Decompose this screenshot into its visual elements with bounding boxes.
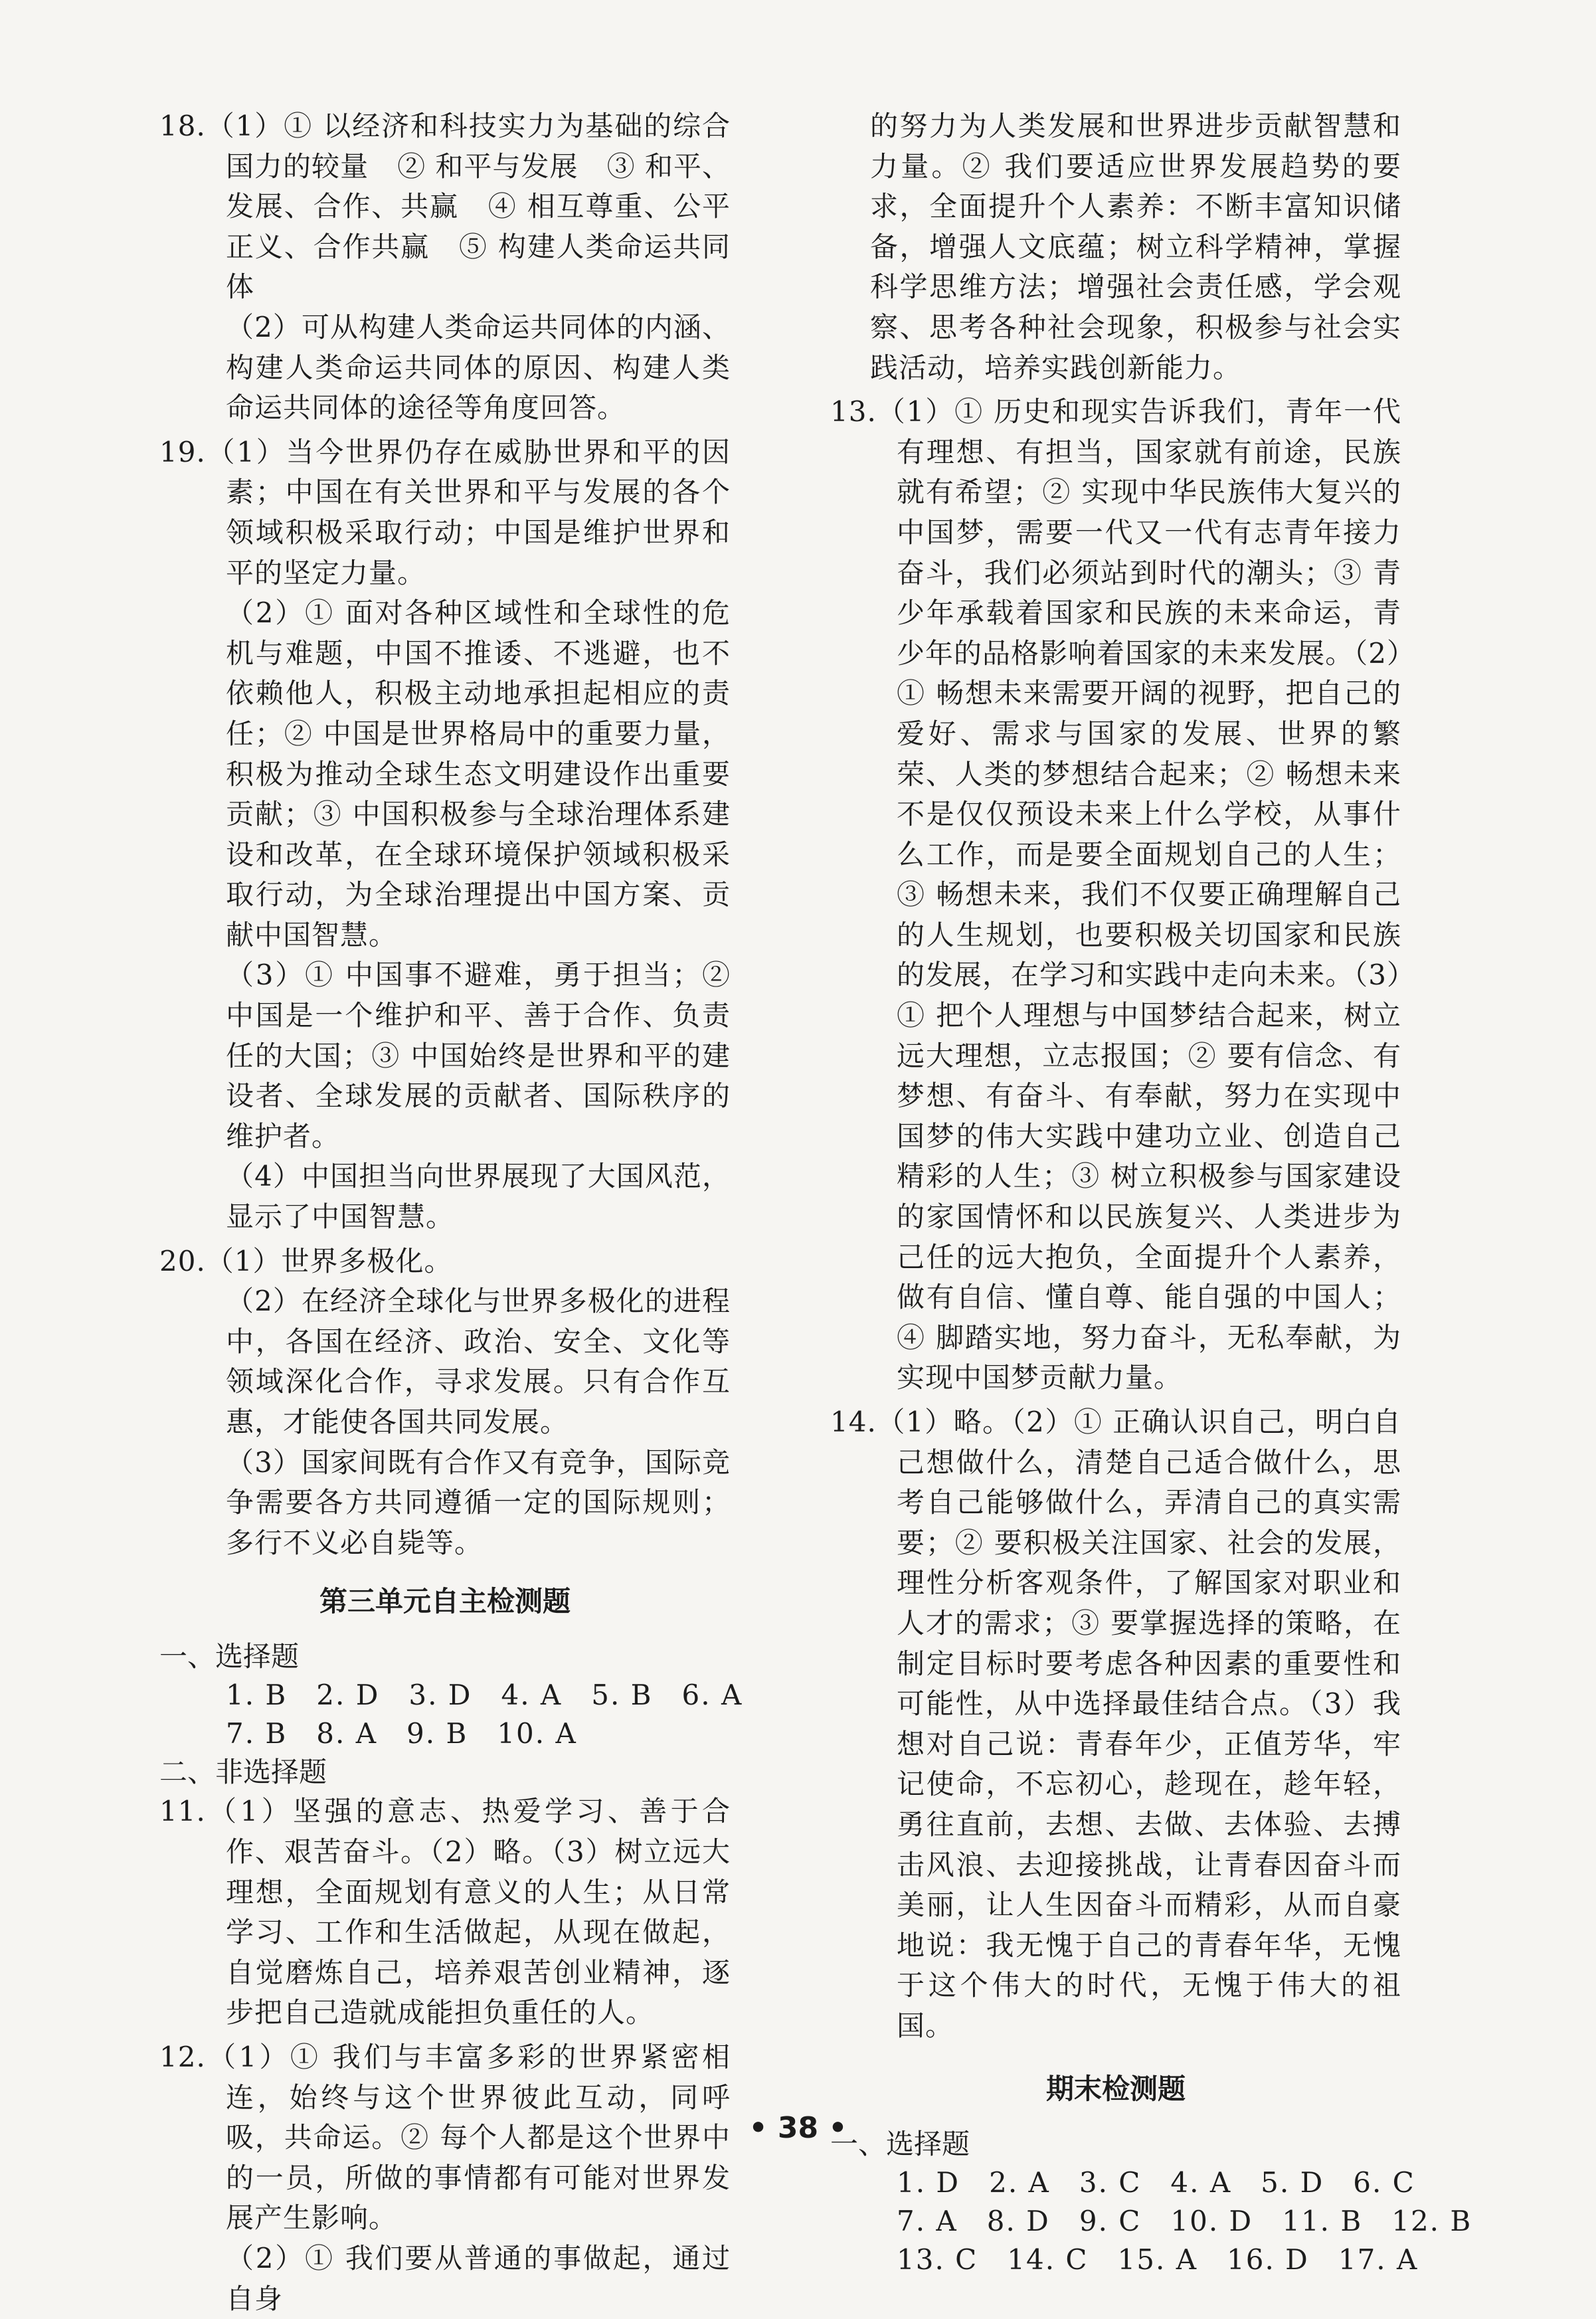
answer-q20-part2: （2）在经济全球化与世界多极化的进程中，各国在经济、政治、安全、文化等领域深化合作，寻求发展。只有合作互惠，才能使各国共同发展。 xyxy=(226,1285,731,1438)
unit3-nonchoice-label: 二、非选择题 xyxy=(159,1756,327,1789)
answer-q14: 14.（1）略。（2）① 正确认识自己，明白自己想做什么，清楚自己适合做什么，思考自己能够做什么，弄清自己的真实需要；② 要积极关注国家、社会的发展，理性分析客观条件，了解国家对职业和人才的需求；③ 要掌握选择的策略，在制定目标时要考虑各种因素的重要性和可能性，从中选择最佳结合点。（3）我想对自己说：青春年少，正值芳华，牢记使命，不忘初心，趁现在，趁年轻，勇往直前，去想、去做、去体验、去搏击风浪、去迎接挑战，让青春因奋斗而美丽，让人生因奋斗而精彩，从而自豪地说：我无愧于自己的青春年华，无愧于这个伟大的时代，无愧于伟大的祖国。 xyxy=(830,1406,1401,2042)
left-column xyxy=(159,106,743,2319)
answer-q18-part1: 18.（1）① 以经济和科技实力为基础的综合国力的较量 ② 和平与发展 ③ 和平、发展、合作、共赢 ④ 相互尊重、公平正义、合作共赢 ⑤ 构建人类命运共同体 xyxy=(159,110,731,304)
final-choice-answers-row2: 7. A 8. D 9. C 10. D 11. B 12. B xyxy=(897,2204,1472,2237)
unit3-section-title: 第三单元自主检测题 xyxy=(319,1585,571,1618)
answer-q11: 11.（1）坚强的意志、热爱学习、善于合作、艰苦奋斗。（2）略。（3）树立远大理想，全面规划有意义的人生；从日常学习、工作和生活做起，从现在做起，自觉磨炼自己，培养艰苦创业精神，逐步把自己造就成能担负重任的人。 xyxy=(159,1795,731,2029)
answer-q20-part1: 20.（1）世界多极化。 xyxy=(159,1244,453,1277)
answer-q19-part3: （3）① 中国事不避难，勇于担当；② 中国是一个维护和平、善于合作、负责任的大国；③ 中国始终是世界和平的建设者、全球发展的贡献者、国际秩序的维护者。 xyxy=(226,959,731,1153)
answer-q20-part3: （3）国家间既有合作又有竞争，国际竞争需要各方共同遵循一定的国际规则；多行不义必自毙等。 xyxy=(226,1445,731,1559)
final-exam-section-title: 期末检测题 xyxy=(1045,2072,1186,2105)
unit3-choice-label: 一、选择题 xyxy=(159,1640,300,1673)
final-choice-answers-row3: 13. C 14. C 15. A 16. D 17. A xyxy=(897,2243,1419,2276)
answer-q12-part2: （2）① 我们要从普通的事做起，通过自身 xyxy=(226,2241,731,2315)
answer-q19-part2: （2）① 面对各种区域性和全球性的危机与难题，中国不推诿、不逃避，也不依赖他人，积极主动地承担起相应的责任；② 中国是世界格局中的重要力量，积极为推动全球生态文明建设作出重要贡献；③ 中国积极参与全球治理体系建设和改革，在全球环境保护领域积极采取行动，为全球治理提出中国方案、贡献中国智慧。 xyxy=(226,597,731,951)
right-column xyxy=(830,106,1472,2279)
answer-q19-part4: （4）中国担当向世界展现了大国风范，显示了中国智慧。 xyxy=(226,1160,731,1234)
final-choice-label: 一、选择题 xyxy=(830,2127,970,2160)
answer-q13: 13.（1）① 历史和现实告诉我们，青年一代有理想、有担当，国家就有前途，民族就有希望；② 实现中华民族伟大复兴的中国梦，需要一代又一代有志青年接力奋斗，我们必须站到时代的潮头；③ 青少年承载着国家和民族的未来命运，青少年的品格影响着国家的未来发展。（2）① 畅想未来需要开阔的视野，把自己的爱好、需求与国家的发展、世界的繁荣、人类的梦想结合起来；② 畅想未来不是仅仅预设未来上什么学校，从事什么工作，而是要全面规划自己的人生；③ 畅想未来，我们不仅要正确理解自己的人生规划，也要积极关切国家和民族的发展，在学习和实践中走向未来。（3）① 把个人理想与中国梦结合起来，树立远大理想，立志报国；② 要有信念、有梦想、有奋斗、有奉献，努力在实现中国梦的伟大实践中建功立业、创造自己精彩的人生；③ 树立积极参与国家建设的家国情怀和以民族复兴、人类进步为己任的远大抱负，全面提升个人素养，做有自信、懂自尊、能自强的中国人；④ 脚踏实地，努力奋斗，无私奉献，为实现中国梦贡献力量。 xyxy=(830,395,1401,1394)
answer-q12-part1: 12.（1）① 我们与丰富多彩的世界紧密相连，始终与这个世界彼此互动，同呼吸，共命运。② 每个人都是这个世界中的一员，所做的事情都有可能对世界发展产生影响。 xyxy=(159,2040,731,2235)
answer-q18-part2: （2）可从构建人类命运共同体的内涵、构建人类命运共同体的原因、构建人类命运共同体的途径等角度回答。 xyxy=(226,310,731,424)
unit3-choice-answers-row1: 1. B 2. D 3. D 4. A 5. B 6. A xyxy=(226,1679,743,1712)
answer-q12-continued: 的努力为人类发展和世界进步贡献智慧和力量。② 我们要适应世界发展趋势的要求，全面提升个人素养：不断丰富知识储备，增强人文底蕴；树立科学精神，掌握科学思维方法；增强社会责任感，学会观察、思考各种社会现象，积极参与社会实践活动，培养实践创新能力。 xyxy=(870,110,1401,384)
answer-q19-part1: 19.（1）当今世界仍存在威胁世界和平的因素；中国在有关世界和平与发展的各个领域积极采取行动；中国是维护世界和平的坚定力量。 xyxy=(159,435,731,589)
unit3-choice-answers-row2: 7. B 8. A 9. B 10. A xyxy=(226,1717,577,1750)
page-number: • 38 • xyxy=(749,2111,847,2145)
final-choice-answers-row1: 1. D 2. A 3. C 4. A 5. D 6. C xyxy=(897,2166,1415,2199)
